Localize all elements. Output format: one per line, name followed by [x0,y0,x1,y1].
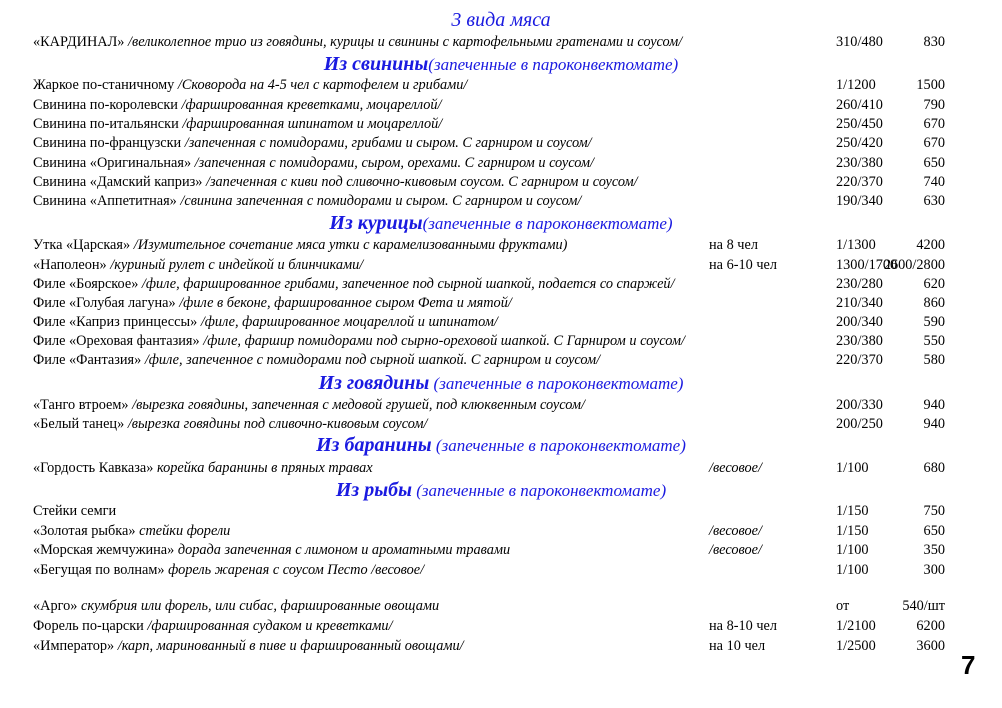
item-name: «Морская жемчужина» [33,542,178,558]
item-price: 580 [923,352,945,368]
item-weight: 230/280 [836,276,883,292]
item-price: 6200 [916,618,945,634]
item-price: 830 [923,34,945,50]
item-price: 670 [923,135,945,151]
section-subtitle: (запеченные в пароконвектомате) [429,374,684,393]
item-price: 940 [923,397,945,413]
item-weight: 200/330 [836,397,883,413]
item-description: /филе, фаршированное грибами, запеченное под сырной шапкой, подается со спаржей/ [141,276,675,292]
section-title: Из говядины [318,372,430,394]
item-description: /запеченная с киви под сливочно-кивовым соусом. С гарниром и соусом/ [205,174,638,190]
item-name: Филе «Голубая лагуна» [33,295,180,311]
item-description: /филе в беконе, фаршированное сыром Фета и мятой/ [179,295,512,311]
item-weight: от [836,598,850,614]
menu-item-row [33,522,983,541]
item-weight: 210/340 [836,295,883,311]
item-name-block [33,256,363,275]
item-note: на 8 чел [709,237,758,253]
item-description: /фаршированная креветками, моцареллой/ [181,97,442,113]
item-price: 540/шт [902,598,945,614]
menu-item-row [33,33,983,52]
page-number: 7 [961,650,976,680]
menu-item-row [33,294,983,313]
section-heading [0,53,1002,76]
item-weight: 1/100 [836,562,869,578]
item-price: 550 [923,333,945,349]
item-name: «Император» [33,638,118,654]
item-weight: 200/340 [836,314,883,330]
item-description: корейка баранины в пряных травах [156,460,373,476]
item-weight: 230/380 [836,333,883,349]
item-description: /фаршированная судаком и креветками/ [147,618,393,634]
menu-item-row [33,561,983,580]
section-heading [0,9,1002,32]
section-heading [0,479,1002,502]
item-price: 350 [923,542,945,558]
item-weight: 1/2100 [836,618,876,634]
item-description: /вырезка говядины под сливочно-кивовым соусом/ [127,416,428,432]
item-name: Свинина по-итальянски [33,116,183,132]
item-weight: 1300/1700 [836,257,898,273]
item-price: 4200 [916,237,945,253]
item-name-block [33,96,442,115]
item-note: /весовое/ [709,523,762,539]
menu-item-row [33,192,983,211]
item-name: «Белый танец» [33,416,128,432]
item-name-block [33,637,464,656]
menu-item-row [33,313,983,332]
item-name-block [33,115,442,134]
menu-item-row [33,154,983,173]
item-price: 630 [923,193,945,209]
item-name: Жаркое по-станичному [33,77,178,93]
item-note: /весовое/ [709,542,762,558]
item-weight: 1/150 [836,523,869,539]
item-name: «Наполеон» [33,257,111,273]
item-name: Форель по-царски [33,618,148,634]
item-name: Стейки семги [33,503,117,519]
item-description: /запеченная с помидорами, грибами и сыром. С гарниром и соусом/ [184,135,592,151]
item-note: на 10 чел [709,638,766,654]
item-name: Филе «Ореховая фантазия» [33,333,204,349]
menu-item-row [33,332,983,351]
section-title: Из курицы [329,212,423,234]
item-name-block [33,415,427,434]
section-heading [0,372,1002,395]
item-name-block [33,275,675,294]
item-name-block [33,192,581,211]
item-description: /Изумительное сочетание мяса утки с карамелизованными фруктами) [133,237,568,253]
item-name: Филе «Каприз принцессы» [33,314,201,330]
item-name: Свинина «Аппетитная» [33,193,181,209]
section-title: Из рыбы [335,479,412,501]
item-name: «Гордость Кавказа» [33,460,157,476]
item-name: «Золотая рыбка» [33,523,140,539]
item-name-block [33,502,116,521]
item-price: 3600 [916,638,945,654]
item-weight: 200/250 [836,416,883,432]
item-name-block [33,173,638,192]
item-price: 860 [923,295,945,311]
section-heading [0,212,1002,235]
item-description: /филе, фаршированное моцареллой и шпинатом/ [200,314,498,330]
menu-item-row [33,415,983,434]
item-note: на 6-10 чел [709,257,778,273]
item-price: 2600/2800 [883,257,945,273]
item-price: 1500 [916,77,945,93]
menu-item-row [33,275,983,294]
item-name-block [33,134,592,153]
item-description: /куриный рулет с индейкой и блинчиками/ [110,257,364,273]
item-name-block [33,332,685,351]
item-description: /фаршированная шпинатом и моцареллой/ [182,116,443,132]
menu-item-row [33,637,983,656]
item-price: 680 [923,460,945,476]
item-price: 790 [923,97,945,113]
item-name: «Танго втроем» [33,397,133,413]
item-description: дорада запеченная с лимоном и ароматными травами [177,542,511,558]
menu-item-row [33,76,983,95]
item-name-block [33,617,393,636]
item-weight: 1/100 [836,542,869,558]
item-description: форель жареная с соусом Песто /весовое/ [168,562,425,578]
item-weight: 220/370 [836,352,883,368]
section-heading [0,434,1002,457]
item-weight: 1/2500 [836,638,876,654]
menu-item-row [33,173,983,192]
menu-item-row [33,541,983,560]
item-note: /весовое/ [709,460,762,476]
item-description: /карп, маринованный в пиве и фаршированный овощами/ [117,638,464,654]
menu-item-row [33,256,983,275]
item-name-block [33,561,424,580]
item-name-block [33,459,373,478]
item-name: Свинина «Оригинальная» [33,155,195,171]
section-subtitle: (запеченные в пароконвектомате) [431,436,686,455]
menu-item-row [33,96,983,115]
item-weight: 1/1300 [836,237,876,253]
section-subtitle: (запеченные в пароконвектомате) [422,214,673,233]
item-name-block [33,597,439,616]
section-subtitle: (запеченные в пароконвектомате) [411,481,667,500]
item-description: стейки форели [139,523,231,539]
item-name: Свинина «Дамский каприз» [33,174,206,190]
item-weight: 250/450 [836,116,883,132]
item-weight: 1/150 [836,503,869,519]
item-name-block [33,236,567,255]
item-price: 650 [923,523,945,539]
item-name: «Бегущая по волнам» [33,562,169,578]
section-subtitle: (запеченные в пароконвектомате) [428,55,679,74]
item-price: 590 [923,314,945,330]
item-price: 650 [923,155,945,171]
menu-item-row [33,115,983,134]
item-description: /свинина запеченная с помидорами и сыром. С гарниром и соусом/ [180,193,582,209]
item-description: /великолепное трио из говядины, курицы и свинины с картофельными гратенами и соусом/ [128,34,683,50]
menu-item-row [33,351,983,370]
item-weight: 1/1200 [836,77,876,93]
item-description: /вырезка говядины, запеченная с медовой грушей, под клюквенным соусом/ [132,397,585,413]
item-weight: 190/340 [836,193,883,209]
item-name: Филе «Фантазия» [33,352,145,368]
item-name: Утка «Царская» [33,237,134,253]
item-weight: 260/410 [836,97,883,113]
item-weight: 310/480 [836,34,883,50]
item-price: 670 [923,116,945,132]
item-description: /Сковорода на 4-5 чел с картофелем и грибами/ [177,77,468,93]
item-description: скумбрия или форель, или сибас, фаршированные овощами [81,598,440,614]
item-name-block [33,294,512,313]
item-name-block [33,154,594,173]
item-price: 740 [923,174,945,190]
menu-item-row [33,459,983,478]
item-price: 620 [923,276,945,292]
item-price: 300 [923,562,945,578]
menu-item-row [33,134,983,153]
section-title: Из свинины [323,53,429,75]
item-description: /филе, запеченное с помидорами под сырной шапкой. С гарниром и соусом/ [144,352,601,368]
item-name: Свинина по-французски [33,135,185,151]
menu-item-row [33,597,983,616]
item-name-block [33,522,230,541]
item-price: 750 [923,503,945,519]
section-title: 3 вида мяса [451,9,551,31]
item-name-block [33,351,600,370]
item-note: на 8-10 чел [709,618,778,634]
item-weight: 250/420 [836,135,883,151]
menu-item-row [33,502,983,521]
menu-item-row [33,236,983,255]
item-price: 940 [923,416,945,432]
item-name-block [33,396,585,415]
section-title: Из баранины [316,434,432,456]
item-name: «Арго» [33,598,82,614]
menu-item-row [33,617,983,636]
item-name: Филе «Боярское» [33,276,142,292]
item-name: Свинина по-королевски [33,97,182,113]
item-weight: 230/380 [836,155,883,171]
item-description: /филе, фаршир помидорами под сырно-ореховой шапкой. С Гарниром и соусом/ [203,333,685,349]
item-name-block [33,541,510,560]
item-description: /запеченная с помидорами, сыром, орехами. С гарниром и соусом/ [194,155,594,171]
item-name-block [33,313,498,332]
item-weight: 1/100 [836,460,869,476]
item-name-block [33,76,467,95]
item-name-block [33,33,682,52]
item-name: «КАРДИНАЛ» [33,34,129,50]
menu-item-row [33,396,983,415]
item-weight: 220/370 [836,174,883,190]
